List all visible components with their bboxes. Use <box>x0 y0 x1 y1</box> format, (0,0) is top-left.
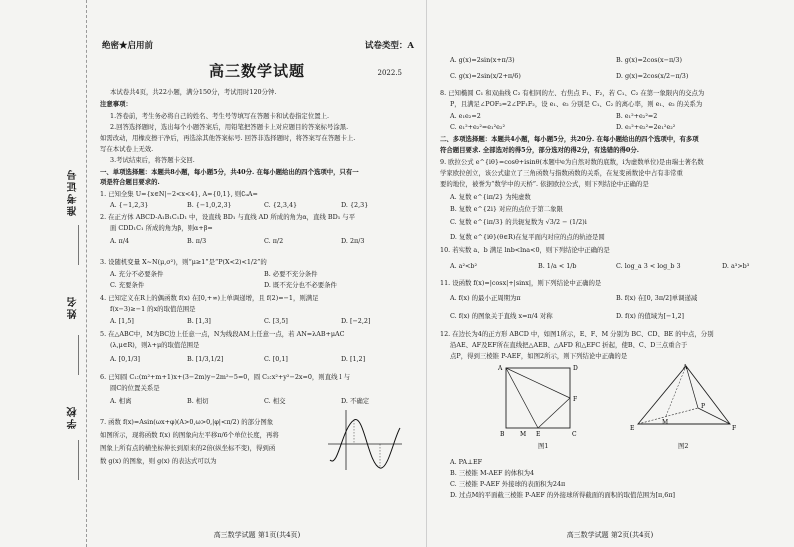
label-m: M <box>662 419 669 426</box>
section-2-heading: 二、多项选择题：本题共4小题，每小题5分，共20分. 在每小题给出的四个选项中，有多项 <box>440 135 699 143</box>
option: A. e₁e₂=2 <box>450 112 481 120</box>
option: D. 复数 e^{iθ}(θ∈R)在复平面内对应的点的轨迹是圆 <box>450 233 605 241</box>
figure-2-tetrahedron <box>626 362 746 440</box>
option: B. 相切 <box>187 397 209 405</box>
option: B. [1,3] <box>187 317 211 325</box>
label-b: B <box>500 431 505 438</box>
option: A. f(x) 的最小正周期为π <box>450 294 521 302</box>
label-p: P <box>701 403 706 410</box>
line-af <box>506 368 570 398</box>
option: D. {2,3} <box>341 201 369 209</box>
option: D. 过点M的平面截三棱锥 P-AEF 的外接球所得截面的面积的取值范围为[π,6π] <box>450 491 676 499</box>
option: C. {2,3,4} <box>264 201 298 209</box>
option: A. 相离 <box>110 397 132 405</box>
sine-graph-figure <box>324 408 404 472</box>
note-line: 写在本试卷上无效. <box>100 145 154 153</box>
option: B. {−1,0,2,3} <box>187 201 232 209</box>
face-outline <box>638 366 730 424</box>
option: C. e₁²+e₂²=e₁²e₂² <box>450 123 506 131</box>
binding-line <box>78 225 79 265</box>
question-stem: 点P，得到三棱锥 P-AEF，如图2所示，则下列结论中正确的是 <box>450 352 628 360</box>
edge-ap <box>686 366 698 408</box>
exam-number-field: 准考证号 <box>68 168 79 216</box>
edge-fp <box>698 408 730 424</box>
question-stem: 11. 设函数 f(x)=|cosx|+|sinx|，则下列结论中正确的是 <box>440 279 602 287</box>
option: B. g(x)=2cos(x−π/3) <box>616 56 682 64</box>
binding-line <box>78 440 79 480</box>
note-line: 3.考试结束后，将答题卡交回. <box>110 156 195 164</box>
line-ef <box>538 398 570 428</box>
question-stem: 2. 在正方体 ABCD-A₁B₁C₁D₁ 中，设直线 BD₁ 与直线 AD 所成的角为α，直线 BD₁ 与平 <box>100 213 356 221</box>
section-2-heading: 符合题目要求. 全部选对的得5分，部分选对的得2分，有选错的得0分. <box>440 146 639 154</box>
option: D. a³>b³ <box>722 262 750 270</box>
option: C. π/2 <box>264 237 284 245</box>
figure-1-square <box>492 362 602 440</box>
option: C. 充要条件 <box>110 281 145 289</box>
school-field: 学校 <box>68 405 79 429</box>
question-stem: P，且满足∠POF₂=2∠PF₁F₂，设 e₁、e₂ 分别是 C₁、C₂ 的离心率，则 e₁、e₂ 的关系为 <box>450 100 703 108</box>
question-stem: (λ,μ∈R)，则λ+μ的取值范围是 <box>110 341 200 349</box>
option: D. [−2,2] <box>341 317 371 325</box>
option: A. 充分不必要条件 <box>110 270 164 278</box>
option: A. g(x)=2sin(x+π/3) <box>450 56 515 64</box>
question-stem: 8. 已知椭圆 C₁ 和双曲线 C₂ 有相同的左、右焦点 F₁、F₂，若 C₁、C₂ 在第一象限内的交点为 <box>440 89 705 97</box>
notes-title: 注意事项： <box>100 100 132 108</box>
label-a: A <box>683 364 688 371</box>
option: B. 复数 e^{2i} 对应的点位于第二象限 <box>450 205 563 213</box>
option: D. e₁²+e₂²=2e₁²e₂² <box>616 123 676 131</box>
name-field: 姓名 <box>68 295 79 319</box>
question-stem: 4. 已知定义在R上的偶函数 f(x) 在[0,+∞)上单调递增，且 f(2)=−1，则满足 <box>100 294 319 302</box>
label-f: F <box>573 396 578 403</box>
option: A. {−1,2,3} <box>110 201 149 209</box>
question-stem: 学家欧拉创立，该公式建立了三角函数与指数函数的关系，在复变函数论中占有非常重 <box>440 169 683 177</box>
option: A. PA⊥EF <box>450 458 483 466</box>
option: B. [1/3,1/2] <box>187 355 224 363</box>
section-1-heading: 项是符合题目要求的. <box>100 178 160 186</box>
question-stem: 面 CDD₁C₁ 所成的角为β，则α+β= <box>110 224 213 232</box>
question-stem: 9. 欧拉公式 e^{iθ}=cosθ+isinθ(本题中e为自然对数的底数，i为虚数单位)是由瑞士著名数 <box>440 158 704 166</box>
question-stem: 要的地位，被誉为“数学中的天桥”. 依据欧拉公式，则下列结论中正确的是 <box>440 180 649 188</box>
question-stem: 圆C的位置关系是 <box>110 384 160 392</box>
note-line: 2.回答选择题时，选出每个小题答案后，用铅笔把答题卡上对应题目的答案标号涂黑. <box>110 123 349 131</box>
label-d: D <box>573 365 578 372</box>
note-line: 1.答卷前，考生务必将自己的姓名、考生号等填写在答题卡和试卷指定位置上. <box>110 112 330 120</box>
option: A. π/4 <box>110 237 130 245</box>
square-abcd <box>506 368 570 428</box>
question-stem: 如图所示，现将函数 f(x) 的图象向左平移π/6个单位长度，再将 <box>100 431 279 439</box>
option: C. [3,5] <box>264 317 288 325</box>
option: D. 既不充分也不必要条件 <box>264 281 337 289</box>
line-ae <box>506 368 538 428</box>
option: A. [0,1/3] <box>110 355 141 363</box>
figure-1-caption: 图1 <box>538 442 549 450</box>
option: C. f(x) 的图象关于直线 x=π/4 对称 <box>450 312 553 320</box>
question-stem: 10. 若实数 a、b 满足 lnb<lna<0，则下列结论中正确的是 <box>440 246 610 254</box>
question-stem: 6. 已知圆 C₁:(m²+m+1)x+(3−2m)y−2m²−5=0，圆 C₂:x²+y²−2x=0，则直线 l 与 <box>100 373 350 381</box>
option: C. 复数 e^{iπ/3} 的共轭复数为 √3/2 − (1/2)i <box>450 218 587 226</box>
option: C. [0,1] <box>264 355 288 363</box>
option: B. e₁²+e₂²=2 <box>616 112 658 120</box>
question-stem: 7. 函数 f(x)=Asin(ωx+φ)(A>0,ω>0,|φ|<π/2) 的部分图象 <box>100 418 274 426</box>
option: C. g(x)=2sin(x/2+π/6) <box>450 72 521 80</box>
option: C. 相交 <box>264 397 286 405</box>
page-title: 高三数学试题 <box>208 62 305 80</box>
question-stem: 数 g(x) 的图象，则 g(x) 的表达式可以为 <box>100 457 217 465</box>
paper-type: 试卷类型：A <box>364 41 414 51</box>
question-stem: 12. 在边长为4的正方形 ABCD 中，如图1所示，E、F、M 分别为 BC、CD、BE 的中点，分别 <box>440 330 714 338</box>
section-1-heading: 一、单项选择题：本题共8小题，每小题5分，共40分. 在每小题给出的四个选项中，只有一 <box>100 168 359 176</box>
option: B. f(x) 在[0, 3π/2]单调递减 <box>616 294 698 302</box>
page-footer: 高三数学试题 第2页(共4页) <box>566 531 654 539</box>
label-a: A <box>498 365 503 372</box>
label-m: M <box>520 431 527 438</box>
figure-2-caption: 图2 <box>678 442 689 450</box>
option: A. a²<b² <box>450 262 478 270</box>
question-stem: 1. 已知全集 U={x∈N|−2<x<4}, A={0,1}, 则∁ᵤA= <box>100 190 258 198</box>
binding-margin <box>0 0 87 547</box>
secret-mark: 绝密★启用前 <box>102 41 154 51</box>
label-e: E <box>630 425 635 432</box>
question-stem: 图象上所有点的横坐标伸长到原来的2倍(纵坐标不变)，得到函 <box>100 444 276 452</box>
option: B. 三棱锥 M-AEF 的体积为4 <box>450 469 535 477</box>
page-footer: 高三数学试题 第1页(共4页) <box>213 531 301 539</box>
exam-date: 2022.5 <box>377 69 402 77</box>
label-c: C <box>572 431 577 438</box>
page-2 <box>430 0 790 547</box>
edge-am <box>666 366 686 416</box>
page-1 <box>92 0 422 547</box>
question-stem: 5. 在△ABC中，M为BC边上任意一点，N为线段AM上任意一点，若 AN=λAB+μAC <box>100 330 345 338</box>
note-line: 如需改动，用橡皮擦干净后，再选涂其他答案标号. 回答非选择题时，将答案写在答题卡上. <box>100 134 356 142</box>
question-stem: 3. 设随机变量 X~N(μ,σ²)，则“μ≥1”是“P(X<2)<1/2”的 <box>100 258 267 266</box>
option: B. 1/a < 1/b <box>538 262 577 270</box>
option: D. f(x) 的值域为[−1,2] <box>616 312 685 320</box>
binding-line <box>78 335 79 375</box>
option: D. g(x)=2cos(x/2−π/3) <box>616 72 689 80</box>
question-stem: 沿AE、AF及EF所在直线把△AEB、△AFD 和△EFC 折起，使B、C、D三点重合于 <box>450 341 688 349</box>
option: C. log_a 3 < log_b 3 <box>616 262 681 270</box>
option: D. 2π/3 <box>341 237 365 245</box>
option: B. π/3 <box>187 237 207 245</box>
option: B. 必要不充分条件 <box>264 270 318 278</box>
label-e: E <box>536 431 541 438</box>
label-f: F <box>732 425 737 432</box>
intro-text: 本试卷共4页，共22小题，满分150分，考试用时120分钟. <box>110 88 277 96</box>
page-divider <box>426 0 427 547</box>
question-stem: f(x−3)≥−1 的x的取值范围是 <box>110 305 196 313</box>
option: C. 三棱锥 P-AEF 外接球的表面积为24π <box>450 480 566 488</box>
option: D. 不确定 <box>341 397 370 405</box>
option: A. 复数 e^{iπ/2} 为纯虚数 <box>450 193 531 201</box>
option: A. [1,5] <box>110 317 134 325</box>
option: D. [1,2] <box>341 355 366 363</box>
